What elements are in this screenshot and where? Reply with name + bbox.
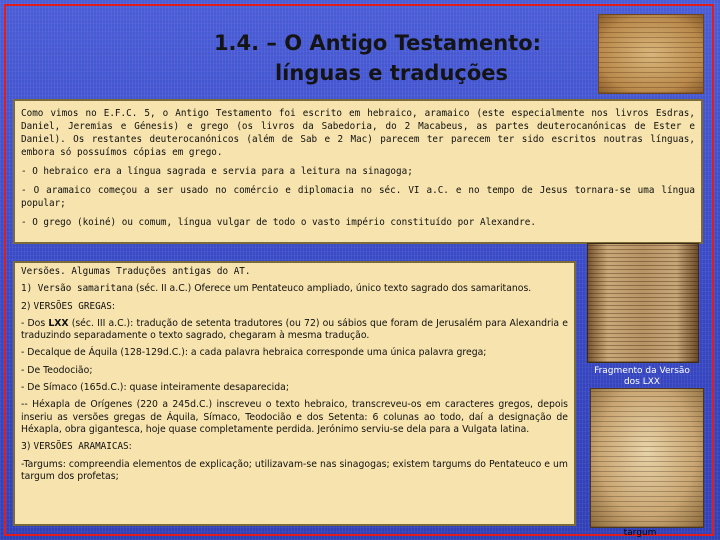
- versions-heading: [21, 266, 568, 278]
- title-line-1: 1.4. – O Antigo Testamento:: [213, 31, 542, 55]
- targum-caption: targum: [623, 528, 657, 538]
- greek-item: - O grego (koiné) ou comum, língua vulgar de todo o vasto império constituído por Alexandre.: [21, 217, 536, 228]
- aramaic-versions-number: 3): [21, 441, 34, 453]
- versions-panel: [13, 261, 576, 526]
- intro-paragraph: Como vimos no E.F.C. 5, o Antigo Testamento foi escrito em hebraico, aramaico (este especialmente nos livros Esdras, Daniel, Jeremias e Génesis) e grego (os livros da Sabedoria, do 2 Macabeus, as partes deuterocanónicas de Ester e Daniel). Os restantes deuterocanónicos (além de Sab e 2 Mac) parecem ter parecem ter sido escritos noutras línguas, embora só possuímos cópias em grego.: [21, 108, 695, 158]
- symmachus-item: - De Símaco (165d.C.): quase inteiramente desaparecida;: [21, 382, 289, 394]
- theodotion-item: - De Teodocião;: [21, 364, 93, 376]
- samaritan-label: 1) Versão samaritana: [21, 283, 133, 295]
- parchment-image: [590, 388, 704, 528]
- aramaic-versions-label: VERSÕES ARAMAICAS: [33, 441, 129, 453]
- papyrus-fragment-image: [587, 243, 699, 363]
- aquila-item: - Decalque de Áquila (128-129d.C.): a cada palavra hebraica corresponde uma única palavra grega;: [21, 347, 487, 359]
- intro-panel: [13, 99, 703, 244]
- greek-versions-number: 2): [21, 300, 34, 312]
- samaritan-item: [21, 283, 568, 295]
- aramaic-item: - O aramaico começou a ser usado no comércio e diplomacia no séc. VI a.C. e no tempo de Jesus tornara-se uma língua popular;: [21, 185, 695, 209]
- greek-versions-heading: [21, 301, 568, 313]
- manuscript-image: [598, 14, 704, 94]
- lxx-label: LXX: [48, 317, 69, 329]
- slide-title: [195, 28, 560, 92]
- samaritan-text: (séc. II a.C.) Oferece um Pentateuco ampliado, único texto sagrado dos samaritanos.: [132, 283, 532, 295]
- greek-versions-colon: :: [111, 300, 116, 312]
- lxx-caption: Fragmento da Versão dos LXX: [594, 366, 690, 387]
- greek-versions-label: VERSÕES GREGAS: [33, 300, 112, 312]
- lxx-item: [21, 318, 568, 343]
- aramaic-versions-heading: [21, 441, 568, 453]
- aramaic-versions-colon: :: [128, 441, 132, 453]
- hexapla-item: -- Héxapla de Orígenes (220 a 245d.C.) inscreveu o texto hebraico, transcreveu-os em caracteres gregos, depois inseriu as versões gregas de Áquila, Símaco, Teodocião e dos Setenta: 6 colunas ao todo, daí a designação de Héxapla, obra gigantesca, hoje quase completamente perdida. Jerónimo serviu-se dela para a Vulgata latina.: [21, 399, 568, 435]
- title-line-2: línguas e traduções: [274, 61, 509, 85]
- lxx-prefix: - Dos: [21, 317, 49, 329]
- versions-heading-text: Versões. Algumas Traduções antigas do AT.: [21, 266, 251, 277]
- hebrew-item: - O hebraico era a língua sagrada e servia para a leitura na sinagoga;: [21, 166, 413, 177]
- lxx-text: (séc. III a.C.): tradução de setenta tradutores (ou 72) ou sábios que foram de Jerusalém para Alexandria e traduzindo separadamente o texto sagrado, chegaram à mesma tradução.: [21, 317, 568, 342]
- targums-item: -Targums: compreendia elementos de explicação; utilizavam-se nas sinagogas; existem targums do Pentateuco e um targum dos profetas;: [21, 458, 568, 482]
